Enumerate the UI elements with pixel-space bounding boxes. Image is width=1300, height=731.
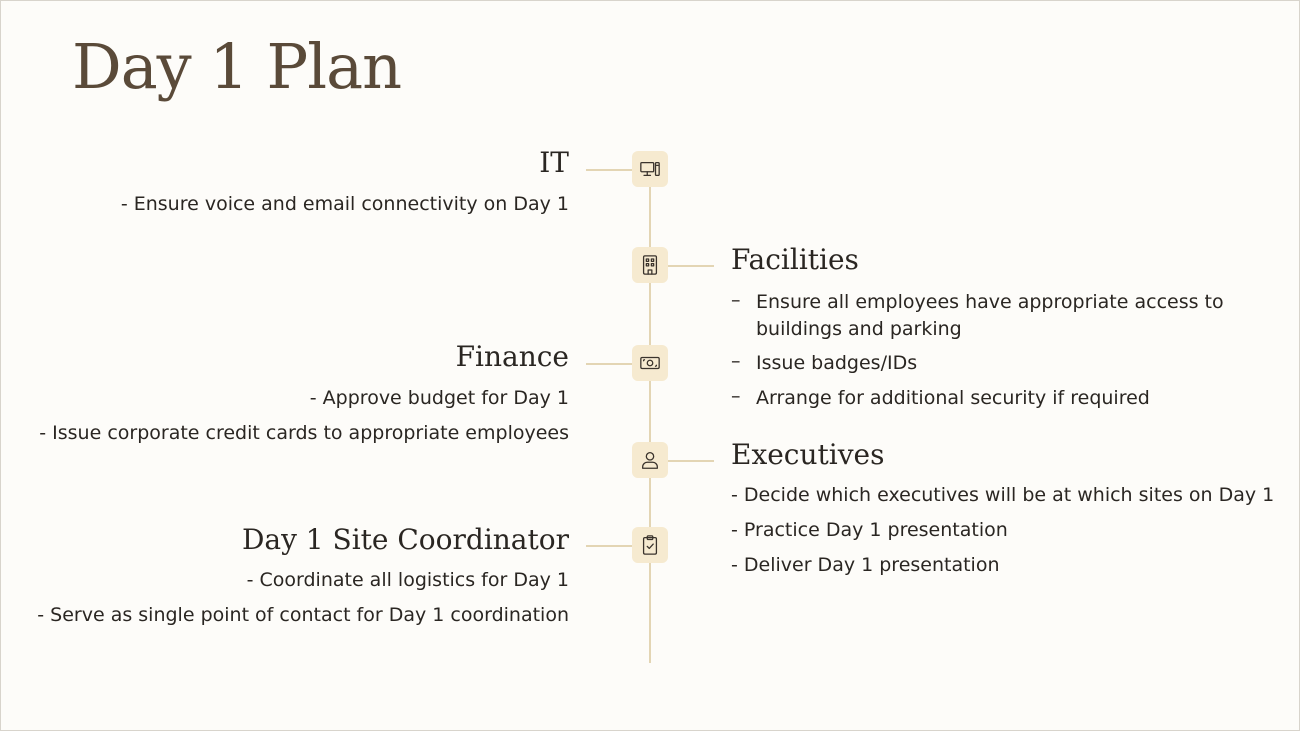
bullet-dash: – <box>731 350 741 372</box>
facilities-bullet-text: Issue badges/IDs <box>756 352 918 374</box>
executives-bullet: - Decide which executives will be at which sites on Day 1 <box>731 484 1275 506</box>
facilities-bullet-text: Arrange for additional security if required <box>756 387 1150 409</box>
finance-heading: Finance <box>455 340 569 373</box>
coordinator-connector <box>586 545 632 547</box>
bullet-dash: – <box>731 289 741 311</box>
person-icon <box>639 449 661 471</box>
computer-icon <box>639 158 661 180</box>
executives-bullet: - Deliver Day 1 presentation <box>731 554 1000 576</box>
slide-title: Day 1 Plan <box>72 30 402 103</box>
finance-connector <box>586 363 632 365</box>
coordinator-node <box>632 527 668 563</box>
finance-node <box>632 345 668 381</box>
finance-bullet: - Approve budget for Day 1 <box>309 387 569 409</box>
coordinator-bullet: - Coordinate all logistics for Day 1 <box>246 569 569 591</box>
facilities-connector <box>668 265 714 267</box>
executives-connector <box>668 460 714 462</box>
it-node <box>632 151 668 187</box>
it-bullet: - Ensure voice and email connectivity on Day 1 <box>120 193 569 215</box>
bullet-dash: – <box>731 385 741 407</box>
building-icon <box>639 254 661 276</box>
it-connector <box>586 169 632 171</box>
facilities-bullet-text: Ensure all employees have appropriate access to buildings and parking <box>756 291 1224 340</box>
facilities-bullet <box>731 350 1251 378</box>
facilities-bullet <box>731 385 1251 413</box>
executives-node <box>632 442 668 478</box>
facilities-bullet <box>731 289 1251 345</box>
coordinator-bullet: - Serve as single point of contact for Day 1 coordination <box>37 604 569 626</box>
executives-heading: Executives <box>731 438 885 471</box>
executives-bullet: - Practice Day 1 presentation <box>731 519 1008 541</box>
finance-bullet: - Issue corporate credit cards to appropriate employees <box>39 422 569 444</box>
coordinator-heading: Day 1 Site Coordinator <box>241 523 569 556</box>
facilities-node <box>632 247 668 283</box>
facilities-heading: Facilities <box>731 243 859 276</box>
it-heading: IT <box>539 146 569 179</box>
money-icon <box>639 352 661 374</box>
clipboard-check-icon <box>639 534 661 556</box>
